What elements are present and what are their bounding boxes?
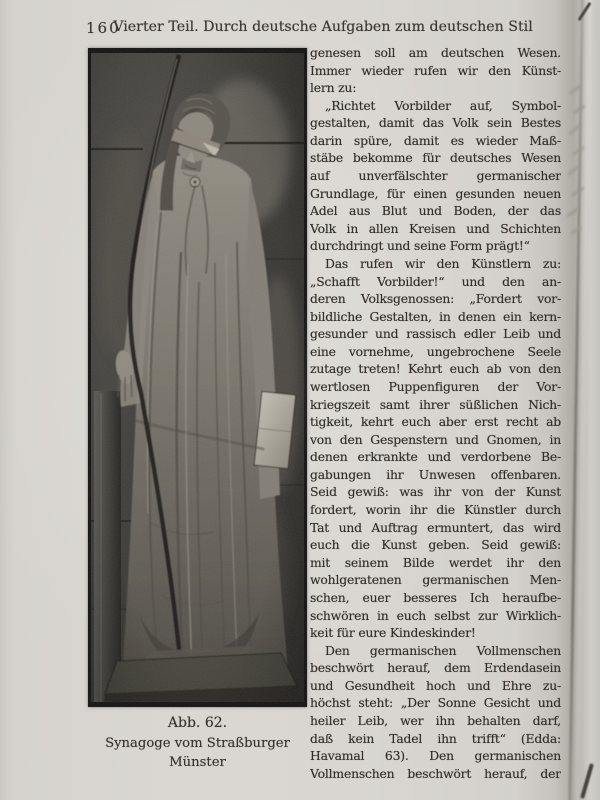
text-line: Tat und Auftrag ermuntert, das wird <box>310 519 561 535</box>
text-line: zutage treten! Kehrt euch ab von den <box>310 361 561 377</box>
text-line: darin spüre, damit es wieder Maß- <box>310 132 561 148</box>
text-line: auf unverfälschter germanischer <box>310 168 561 184</box>
statue-photograph <box>88 48 307 707</box>
text-line: Immer wieder rufen wir den Künst- <box>310 62 561 78</box>
text-line: Vollmenschen beschwört herauf, der <box>310 765 561 781</box>
text-line: heiler Leib, wer ihn behalten darf, <box>310 712 561 728</box>
text-line: gesunder und rassisch edler Leib und <box>310 326 561 342</box>
statue-illustration <box>88 48 307 707</box>
text-line: fordert, worin ihr die Künstler durch <box>310 502 561 518</box>
text-line: schen, euer besseres Ich heraufbe- <box>310 589 561 605</box>
text-line: Adel aus Blut und Boden, der das <box>310 203 561 219</box>
text-line: Den germanischen Vollmenschen <box>325 642 561 658</box>
text-line: euch die Kunst geben. Seid gewiß: <box>310 537 561 553</box>
text-line: Havamal 63). Den germanischen <box>310 748 561 764</box>
text-line: gestalten, damit das Volk sein Bestes <box>310 115 561 131</box>
text-line: mit seinem Bilde werdet ihr den <box>310 554 561 570</box>
text-line: denen erkrankte und verdorbene Be- <box>310 449 561 465</box>
text-line: daß kein Tadel ihn trifft“ (Edda: <box>310 730 561 746</box>
figure-caption-number: Abb. 62. <box>167 715 228 731</box>
text-line: Grundlage, für einen gesunden neuen <box>310 185 561 201</box>
text-line: keit für eure Kindeskinder! <box>310 625 476 641</box>
text-line: lern zu: <box>310 80 357 96</box>
text-line: wertlosen Puppenfiguren der Vor- <box>310 378 561 394</box>
text-line: und Gesundheit hoch und Ehre zu- <box>310 677 561 693</box>
figure-caption-line2: Münster <box>169 755 226 770</box>
figure-caption-line1: Synagoge vom Straßburger <box>105 736 290 751</box>
text-line: eine vornehme, ungebrochene Seele <box>310 343 561 359</box>
text-line: durchdringt und seine Form prägt!“ <box>310 238 530 254</box>
text-line: wohlgeratenen germanischen Men- <box>310 572 561 588</box>
text-line: kriegszeit samt ihrer süßlichen Nich- <box>310 396 561 412</box>
bottom-right-edge-mark <box>580 763 594 799</box>
text-line: beschwört herauf, dem Erdendasein <box>310 660 561 676</box>
text-line: höchst steht: „Der Sonne Gesicht und <box>310 695 561 711</box>
text-line: „Richtet Vorbilder auf, Symbol- <box>325 97 561 113</box>
page-number: 160 <box>86 19 121 37</box>
opposite-page-ghost-text <box>570 226 582 235</box>
text-line: bildliche Gestalten, in denen ein kern- <box>310 308 561 324</box>
text-line: von den Gespenstern und Gnomen, in <box>310 431 561 447</box>
figure-caption <box>82 712 313 772</box>
text-line: Volk in allen Kreisen und Schichten <box>310 220 561 236</box>
page-fold-highlight <box>574 0 593 800</box>
body-text-column <box>310 44 561 782</box>
text-line: gabungen ihr Unwesen offenbaren. <box>310 466 561 482</box>
text-line: stäbe bekomme für deutsches Wesen <box>310 150 561 166</box>
text-line: Das rufen wir den Künstlern zu: <box>325 255 561 271</box>
text-line: genesen soll am deutschen Wesen. <box>310 45 561 60</box>
running-header: Vierter Teil. Durch deutsche Aufgaben zum deutschen Stil <box>113 19 533 35</box>
text-line: deren Volksgenossen: „Fordert vor- <box>310 291 561 307</box>
text-line: tigkeit, kehrt euch aber erst recht ab <box>310 414 561 430</box>
text-line: Seid gewiß: was ihr von der Kunst <box>310 484 561 500</box>
text-line: „Schafft Vorbilder!“ und den an- <box>310 273 561 289</box>
text-line: schwören in euch selbst zur Wirklich- <box>310 607 561 623</box>
